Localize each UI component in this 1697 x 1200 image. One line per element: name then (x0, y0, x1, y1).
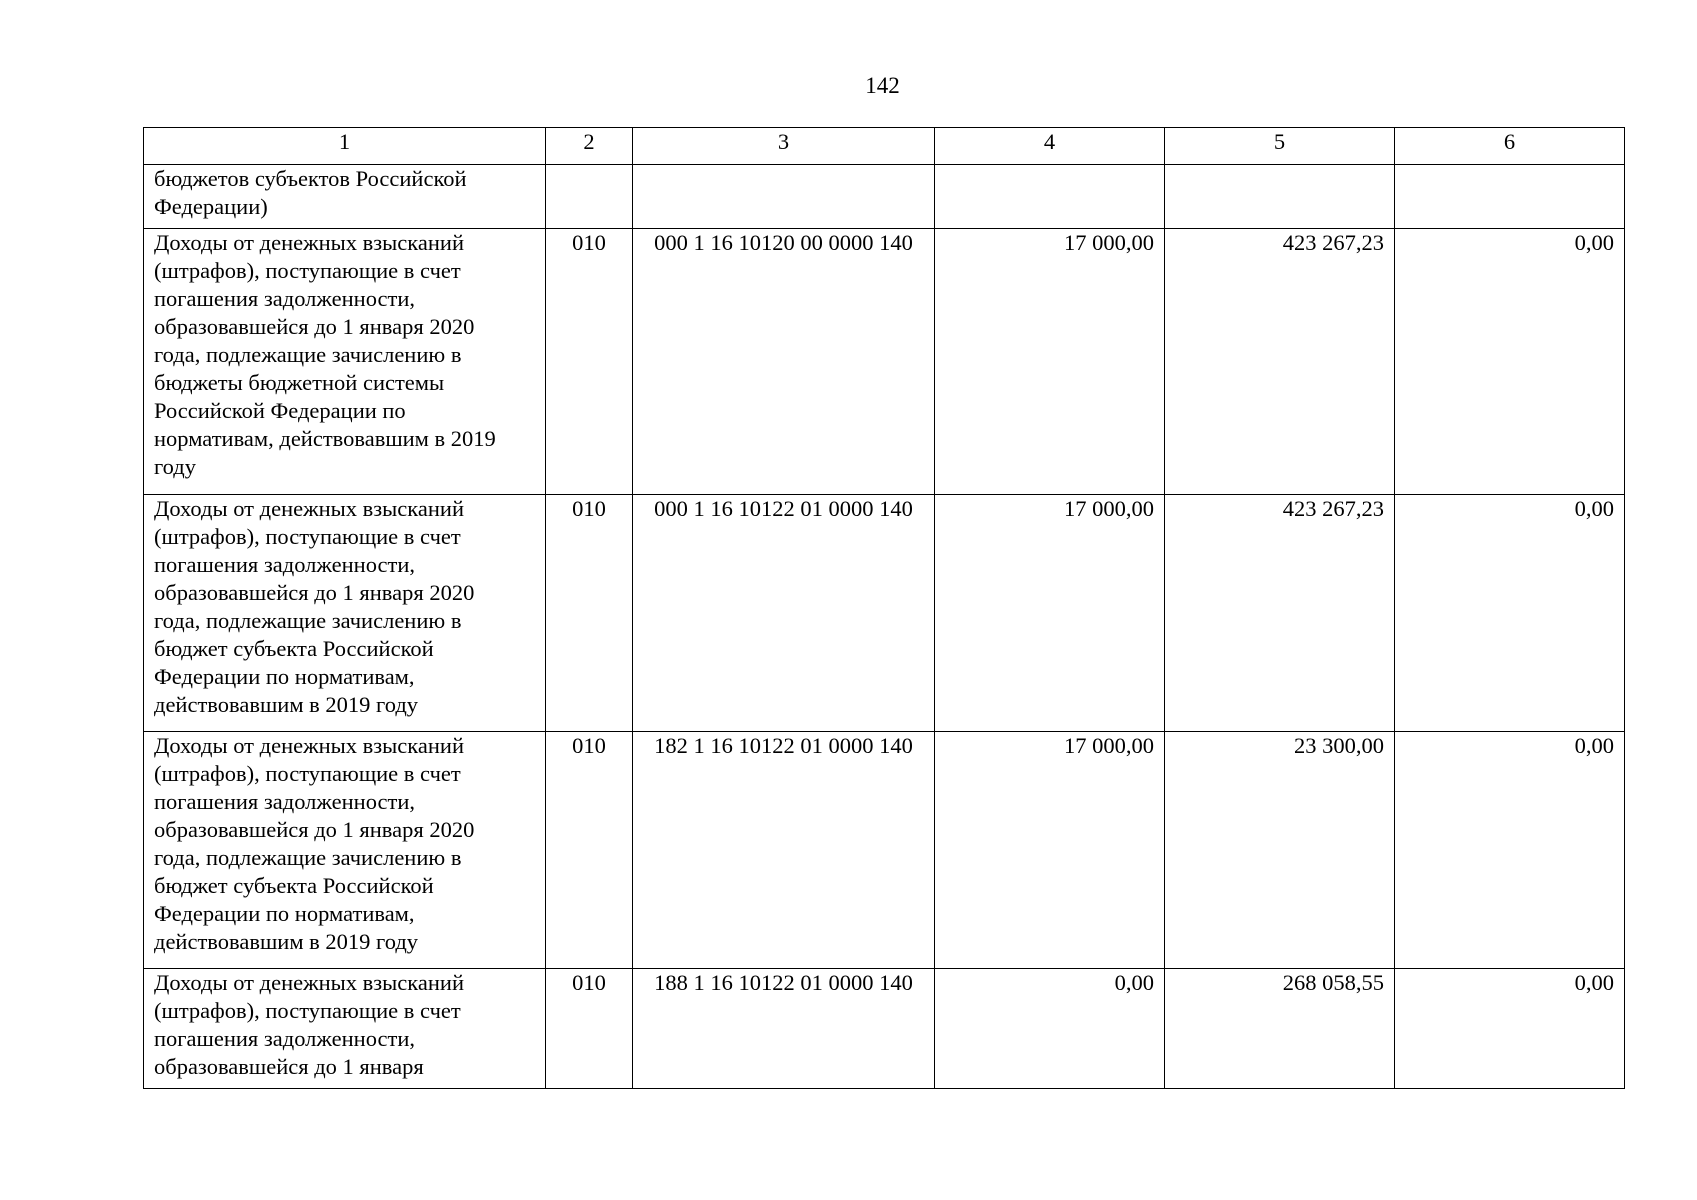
column-4-value-cell: 17 000,00 (935, 495, 1165, 732)
income-name-cell (144, 165, 546, 229)
column-header-5: 5 (1165, 128, 1395, 165)
column-5-value-cell (1165, 165, 1395, 229)
line-code-cell: 010 (546, 732, 633, 969)
column-4-value-cell: 17 000,00 (935, 732, 1165, 969)
column-number-row (144, 128, 1625, 165)
line-code-cell: 010 (546, 229, 633, 495)
table-row (144, 165, 1625, 229)
column-6-value-cell: 0,00 (1395, 969, 1625, 1089)
budget-classification-code-cell (633, 165, 935, 229)
budget-classification-code-cell: 188 1 16 10122 01 0000 140 (633, 969, 935, 1089)
line-code-cell: 010 (546, 495, 633, 732)
column-header-6: 6 (1395, 128, 1625, 165)
column-5-value-cell: 268 058,55 (1165, 969, 1395, 1089)
budget-classification-code-cell: 182 1 16 10122 01 0000 140 (633, 732, 935, 969)
income-name-text: Доходы от денежных взысканий (штрафов), поступающие в счет погашения задолженности, образовавшейся до 1 января 2020 года, подлежащие зачислению в бюджет субъекта Российской Федерации по нормативам, действовавшим в 2019 году (154, 496, 475, 717)
column-header-4: 4 (935, 128, 1165, 165)
column-5-value-cell: 423 267,23 (1165, 229, 1395, 495)
column-6-value-cell (1395, 165, 1625, 229)
table-row (144, 229, 1625, 495)
column-header-3: 3 (633, 128, 935, 165)
table-row (144, 495, 1625, 732)
column-4-value-cell: 0,00 (935, 969, 1165, 1089)
column-6-value-cell: 0,00 (1395, 229, 1625, 495)
income-name-cell (144, 969, 546, 1089)
line-code-cell (546, 165, 633, 229)
column-4-value-cell (935, 165, 1165, 229)
column-4-value-cell: 17 000,00 (935, 229, 1165, 495)
line-code-cell: 010 (546, 969, 633, 1089)
budget-classification-code-cell: 000 1 16 10122 01 0000 140 (633, 495, 935, 732)
column-header-1: 1 (144, 128, 546, 165)
income-name-text: Доходы от денежных взысканий (штрафов), поступающие в счет погашения задолженности, образовавшейся до 1 января 2020 года, подлежащие зачислению в бюджет субъекта Российской Федерации по нормативам, действовавшим в 2019 году (154, 733, 475, 954)
budget-classification-code-cell: 000 1 16 10120 00 0000 140 (633, 229, 935, 495)
income-name-cell (144, 732, 546, 969)
column-5-value-cell: 423 267,23 (1165, 495, 1395, 732)
income-name-text: бюджетов субъектов Российской Федерации) (154, 166, 467, 219)
budget-income-table (143, 127, 1625, 1089)
column-6-value-cell: 0,00 (1395, 495, 1625, 732)
column-header-2: 2 (546, 128, 633, 165)
income-name-text: Доходы от денежных взысканий (штрафов), поступающие в счет погашения задолженности, образовавшейся до 1 января (154, 970, 464, 1079)
income-name-cell (144, 229, 546, 495)
table-row (144, 732, 1625, 969)
table-row (144, 969, 1625, 1089)
column-6-value-cell: 0,00 (1395, 732, 1625, 969)
column-5-value-cell: 23 300,00 (1165, 732, 1395, 969)
income-name-cell (144, 495, 546, 732)
page-number: 142 (865, 73, 900, 98)
income-name-text: Доходы от денежных взысканий (штрафов), поступающие в счет погашения задолженности, образовавшейся до 1 января 2020 года, подлежащие зачислению в бюджеты бюджетной системы Российской Федерации по нормативам, действовавшим в 2019 году (154, 230, 496, 479)
